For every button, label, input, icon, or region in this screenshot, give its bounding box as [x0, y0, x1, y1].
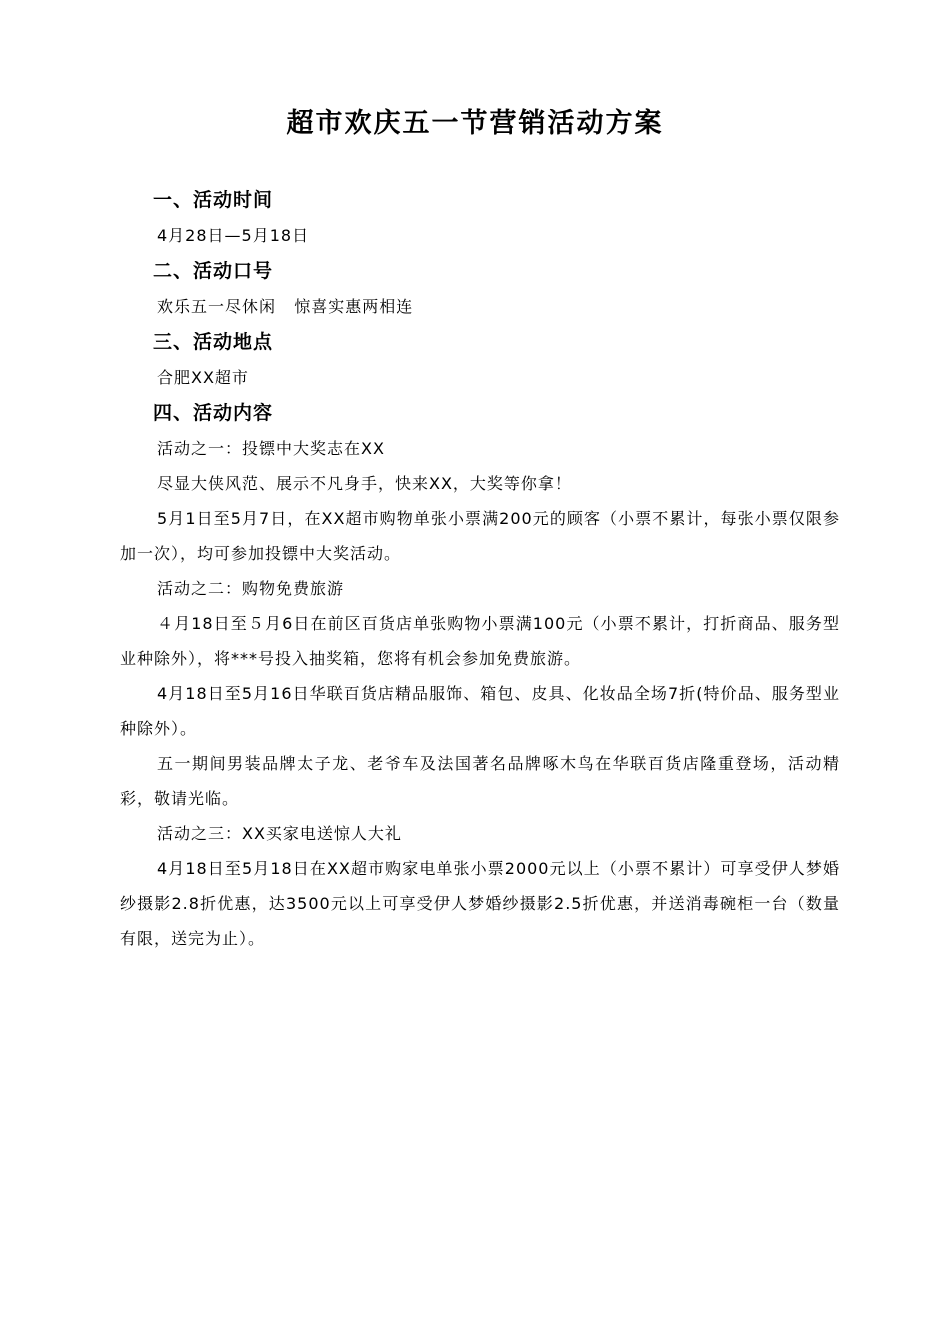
section-heading-time: 一、活动时间: [153, 189, 274, 211]
activity2-title: 活动之二：购物免费旅游: [157, 579, 345, 598]
activity1-title: 活动之一：投镖中大奖志在XX: [157, 439, 385, 458]
section-heading-location: 三、活动地点: [153, 331, 274, 353]
activity2-detail-2: 4月18日至5月16日华联百货店精品服饰、箱包、皮具、化妆品全场7折(特价品、服务型业种除外）。: [120, 684, 840, 738]
document-body: [120, 182, 840, 956]
activity2-detail-1: ４月18日至５月6日在前区百货店单张购物小票满100元（小票不累计，打折商品、服务型业种除外），将***号投入抽奖箱，您将有机会参加免费旅游。: [120, 614, 840, 668]
activity2-detail-3: 五一期间男装品牌太子龙、老爷车及法国著名品牌啄木鸟在华联百货店隆重登场，活动精彩，敬请光临。: [120, 754, 840, 808]
activity1-slogan: 尽显大侠风范、展示不凡身手，快来XX，大奖等你拿！: [157, 474, 572, 493]
section-heading-content: 四、活动内容: [153, 402, 274, 424]
activity-time-text: 4月28日—5月18日: [157, 226, 310, 245]
activity-location-text: 合肥XX超市: [157, 368, 249, 387]
activity3-title: 活动之三：XX买家电送惊人大礼: [157, 824, 402, 843]
activity-slogan-text: 欢乐五一尽休闲 惊喜实惠两相连: [157, 297, 414, 316]
section-heading-slogan: 二、活动口号: [153, 260, 274, 282]
document-title: 超市欢庆五一节营销活动方案: [286, 108, 664, 139]
activity1-detail: 5月1日至5月7日，在XX超市购物单张小票满200元的顾客（小票不累计，每张小票仅限参加一次），均可参加投镖中大奖活动。: [120, 509, 840, 563]
activity3-detail: 4月18日至5月18日在XX超市购家电单张小票2000元以上（小票不累计）可享受伊人梦婚纱摄影2.8折优惠，达3500元以上可享受伊人梦婚纱摄影2.5折优惠，并送消毒碗柜一台（数量有限，送完为止）。: [120, 859, 840, 948]
